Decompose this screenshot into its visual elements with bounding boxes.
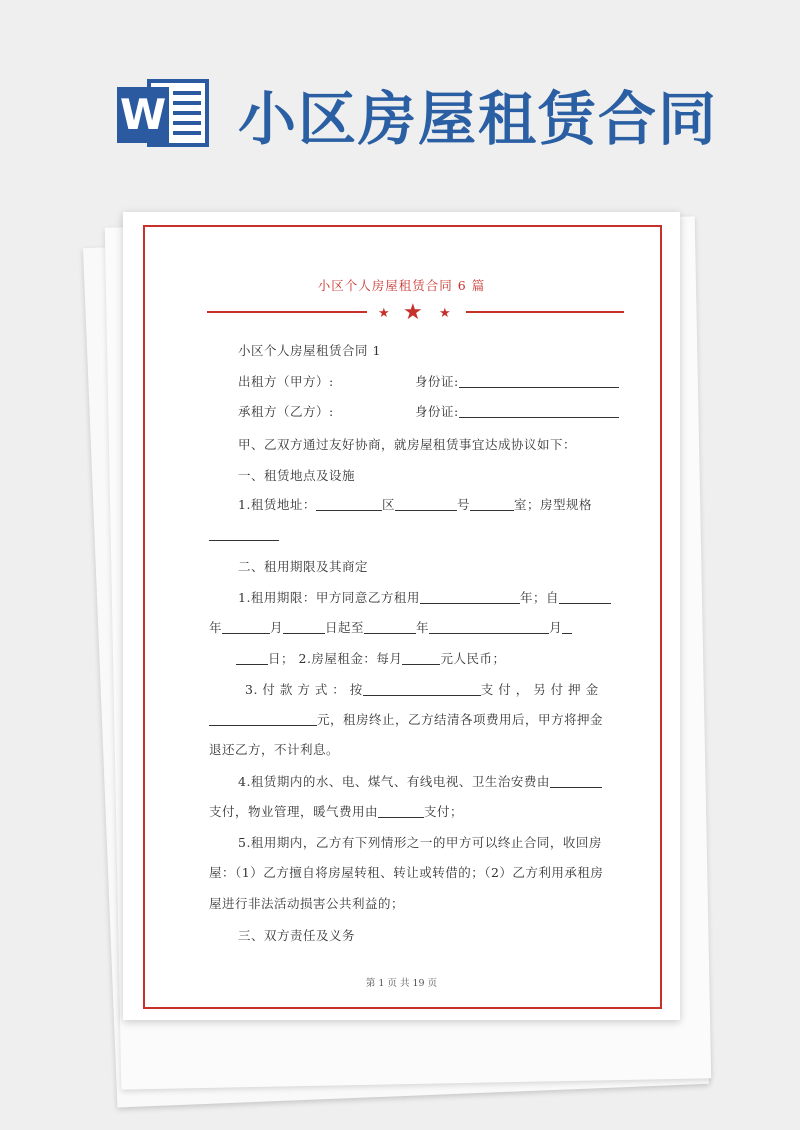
title-rule-right (466, 311, 624, 313)
section-heading-3: 三、双方责任及义务 (238, 928, 356, 943)
management-fee-row (209, 802, 463, 820)
blank-field (562, 620, 572, 634)
utilities-text: 4.租赁期内的水、电、煤气、有线电视、卫生治安费由 (238, 774, 550, 789)
year-label: 年 (209, 620, 223, 635)
termination-row-2: 屋：（1）乙方擅自将房屋转租、转让或转借的；（2）乙方利用承租房 (209, 865, 604, 880)
number-label: 号 (456, 497, 470, 512)
lessor-row (238, 372, 334, 390)
termination-row: 5.租用期内，乙方有下列情形之一的甲方可以终止合同，收回房 (238, 835, 602, 850)
blank-field (402, 651, 440, 665)
year-label: 年 (416, 620, 430, 635)
blank-field (459, 374, 619, 388)
deposit-label: 支 付 ， 另 付 押 金 (480, 682, 599, 697)
word-icon (117, 75, 213, 151)
lease-term-from: 年；自 (519, 590, 559, 605)
blank-field (363, 682, 481, 696)
utilities-row (238, 772, 602, 790)
deposit-row (209, 710, 603, 728)
page-title: 小区房屋租赁合同 (238, 85, 719, 153)
payment-suffix: 支付； (424, 804, 464, 819)
lessee-row (238, 402, 334, 420)
month-label: 月 (270, 620, 284, 635)
lessee-id-row (415, 402, 619, 420)
intro-paragraph: 甲、乙双方通过友好协商，就房屋租赁事宜达成协议如下： (238, 437, 577, 452)
lessor-id-row (415, 372, 619, 390)
blank-field (395, 497, 457, 511)
currency-label: 元人民币； (440, 651, 506, 666)
month-label: 月 (549, 620, 563, 635)
blank-field (559, 590, 611, 604)
blank-field (209, 712, 317, 726)
payment-row (245, 680, 599, 698)
blank-field (470, 497, 514, 511)
termination-row-3: 屋进行非法活动损害公共利益的； (209, 896, 405, 911)
management-fee-text: 支付，物业管理，暖气费用由 (209, 804, 379, 819)
district-label: 区 (381, 497, 395, 512)
blank-field (364, 620, 416, 634)
lessee-id-label: 身份证: (415, 404, 459, 419)
blank-field (420, 590, 520, 604)
section-heading-1: 一、租赁地点及设施 (238, 468, 356, 483)
deposit-text: 元，租房终止，乙方结清各项费用后，甲方将押金 (317, 712, 604, 727)
lease-dates-row (209, 618, 572, 636)
star-icon: ★ (403, 300, 423, 325)
rent-label: 2.房屋租金：每月 (298, 651, 403, 666)
lessor-label: 出租方（甲方）: (238, 374, 334, 389)
payment-label: 3. 付 款 方 式 ： 按 (245, 682, 363, 697)
lease-term-row (238, 588, 611, 606)
blank-field (316, 497, 382, 511)
star-icon: ★ (378, 306, 390, 321)
blank-field (459, 404, 619, 418)
blank-field (209, 527, 279, 541)
lessor-id-label: 身份证: (415, 374, 459, 389)
section-heading-2: 二、租用期限及其商定 (238, 559, 369, 574)
section-title: 小区个人房屋租赁合同 1 (238, 343, 381, 358)
address-label: 1.租赁地址： (238, 497, 316, 512)
title-rule-left (207, 311, 367, 313)
rent-row (236, 649, 505, 667)
word-letter: W (117, 87, 169, 143)
lessee-label: 承租方（乙方）: (238, 404, 334, 419)
blank-field (236, 651, 268, 665)
star-icon: ★ (439, 306, 451, 321)
address-row-continued (209, 527, 279, 542)
red-border-frame (143, 225, 662, 1009)
page-number-footer: 第 1 页 共 19 页 (365, 978, 438, 989)
refund-row: 退还乙方，不计利息。 (209, 742, 340, 757)
blank-field (550, 774, 602, 788)
day-from-label: 日起至 (325, 620, 365, 635)
document-title: 小区个人房屋租赁合同 6 篇 (317, 278, 486, 293)
document-page (123, 212, 680, 1020)
blank-field (283, 620, 325, 634)
day-label: 日； (268, 651, 295, 666)
blank-field (378, 804, 424, 818)
header (0, 0, 800, 200)
lease-term-label: 1.租用期限：甲方同意乙方租用 (238, 590, 420, 605)
blank-field (222, 620, 270, 634)
address-row (238, 495, 592, 513)
blank-field (429, 620, 549, 634)
room-label: 室；房型规格 (513, 497, 592, 512)
